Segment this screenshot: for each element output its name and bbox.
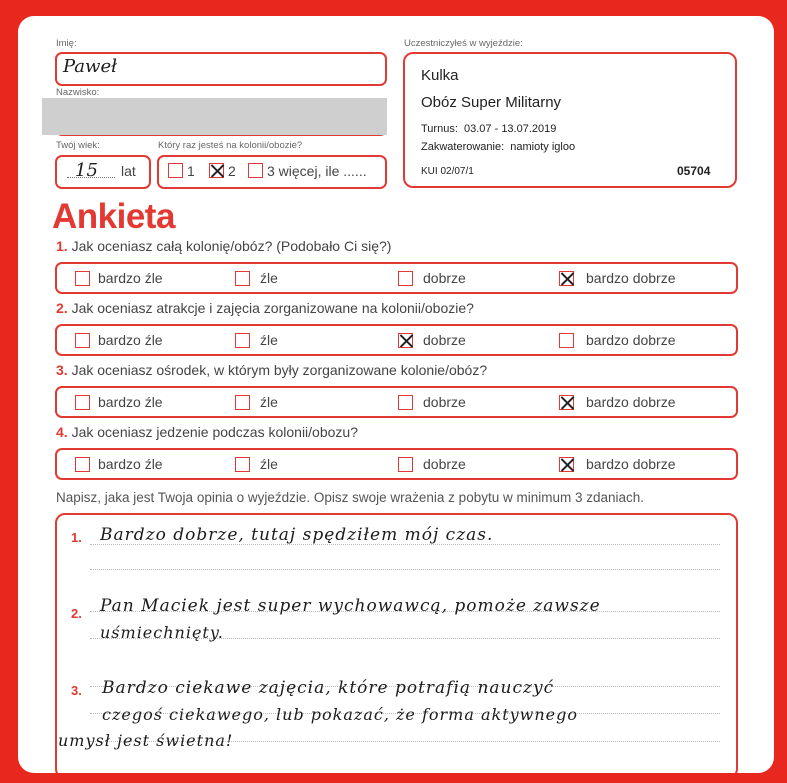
q2-option-label: bardzo źle: [98, 332, 163, 348]
question-number: 1.: [56, 238, 68, 254]
age-field[interactable]: [55, 155, 151, 189]
visit-option-3: 3 więcej, ile ......: [267, 163, 367, 179]
q3-option-label: bardzo dobrze: [586, 394, 676, 410]
name-label: Imię:: [56, 38, 77, 49]
answer-number: 1.: [71, 530, 82, 545]
visit-option-2: 2: [228, 163, 236, 179]
trip-number: 05704: [677, 164, 711, 178]
question-4: [56, 424, 358, 440]
q1-option-label: źle: [260, 270, 278, 286]
q4-checkbox-3[interactable]: [398, 457, 413, 472]
q3-checkbox-2[interactable]: [235, 395, 250, 410]
q1-checkbox-2[interactable]: [235, 271, 250, 286]
q2-checkbox-3[interactable]: [398, 333, 413, 348]
accommodation-label: Zakwaterowanie:: [421, 141, 505, 153]
q3-checkbox-4[interactable]: [559, 395, 574, 410]
question-text: Jak oceniasz ośrodek, w którym były zorganizowane kolonie/obóz?: [71, 362, 488, 378]
visit-checkbox-2[interactable]: [209, 163, 224, 178]
q3-option-label: dobrze: [423, 394, 466, 410]
q4-option-label: źle: [260, 456, 278, 472]
answer-number: 2.: [71, 606, 82, 621]
q2-checkbox-4[interactable]: [559, 333, 574, 348]
trip-code: KUI 02/07/1: [421, 166, 474, 177]
visit-label: Który raz jesteś na kolonii/obozie?: [158, 140, 303, 151]
survey-sheet: [18, 16, 774, 773]
turnus-label: Turnus:: [421, 123, 458, 135]
accommodation-value: namioty igloo: [510, 141, 576, 153]
q2-option-label: dobrze: [423, 332, 466, 348]
visit-checkbox-3[interactable]: [248, 163, 263, 178]
opinion-prompt: Napisz, jaka jest Twoja opinia o wyjeździe. Opisz swoje wrażenia z pobytu w minimum 3 zdaniach.: [56, 490, 645, 505]
turnus-value: 03.07 - 13.07.2019: [464, 123, 557, 135]
age-unit: lat: [121, 163, 136, 179]
q4-option-label: bardzo źle: [98, 456, 163, 472]
q1-option-label: bardzo dobrze: [586, 270, 676, 286]
q2-checkbox-2[interactable]: [235, 333, 250, 348]
question-3: [56, 362, 487, 378]
handwritten-line: czegoś ciekawego, lub pokazać, że forma aktywnego: [102, 705, 579, 724]
trip-info-box: [403, 52, 737, 188]
trip-accommodation: [421, 141, 575, 153]
handwritten-line: uśmiechnięty.: [100, 623, 224, 642]
q4-checkbox-2[interactable]: [235, 457, 250, 472]
survey-title: Ankieta: [52, 197, 175, 236]
q1-checkbox-4[interactable]: [559, 271, 574, 286]
visit-checkbox-1[interactable]: [168, 163, 183, 178]
q2-checkbox-1[interactable]: [75, 333, 90, 348]
trip-camp: Obóz Super Militarny: [421, 94, 562, 111]
question-1: [56, 238, 391, 254]
question-number: 2.: [56, 300, 68, 316]
q3-checkbox-1[interactable]: [75, 395, 90, 410]
question-number: 3.: [56, 362, 68, 378]
q1-checkbox-1[interactable]: [75, 271, 90, 286]
trip-turnus: [421, 123, 556, 135]
question-2: [56, 300, 474, 316]
q1-checkbox-3[interactable]: [398, 271, 413, 286]
handwritten-line: Pan Maciek jest super wychowawcą, pomoże zawsze: [100, 596, 601, 616]
age-label: Twój wiek:: [56, 140, 100, 151]
name-field[interactable]: [55, 52, 387, 86]
question-text: Jak oceniasz atrakcje i zajęcia zorganizowane na kolonii/obozie?: [71, 300, 474, 316]
visit-option-1: 1: [187, 163, 195, 179]
q3-option-label: bardzo źle: [98, 394, 163, 410]
q2-option-label: źle: [260, 332, 278, 348]
age-value: 15: [75, 160, 98, 181]
handwritten-line: Bardzo ciekawe zajęcia, które potrafią nauczyć: [102, 678, 555, 698]
name-value: Paweł: [63, 56, 117, 77]
q3-option-label: źle: [260, 394, 278, 410]
q3-checkbox-3[interactable]: [398, 395, 413, 410]
q4-checkbox-1[interactable]: [75, 457, 90, 472]
q1-option-label: dobrze: [423, 270, 466, 286]
ruling-line: [90, 569, 720, 570]
q4-checkbox-4[interactable]: [559, 457, 574, 472]
handwritten-line: Bardzo dobrze, tutaj spędziłem mój czas.: [100, 525, 494, 545]
question-text: Jak oceniasz całą kolonię/obóz? (Podobało Ci się?): [71, 238, 392, 254]
q4-option-label: bardzo dobrze: [586, 456, 676, 472]
question-text: Jak oceniasz jedzenie podczas kolonii/obozu?: [71, 424, 358, 440]
answer-number: 3.: [71, 683, 82, 698]
q2-option-label: bardzo dobrze: [586, 332, 676, 348]
q4-option-label: dobrze: [423, 456, 466, 472]
question-number: 4.: [56, 424, 68, 440]
trip-name: Kulka: [421, 67, 459, 84]
visit-field: [157, 155, 387, 189]
surname-label: Nazwisko:: [56, 87, 100, 98]
redaction-block: [42, 98, 387, 135]
handwritten-line: umysł jest świetna!: [58, 731, 234, 750]
trip-label: Uczestniczyłeś w wyjeździe:: [404, 38, 523, 49]
q1-option-label: bardzo źle: [98, 270, 163, 286]
